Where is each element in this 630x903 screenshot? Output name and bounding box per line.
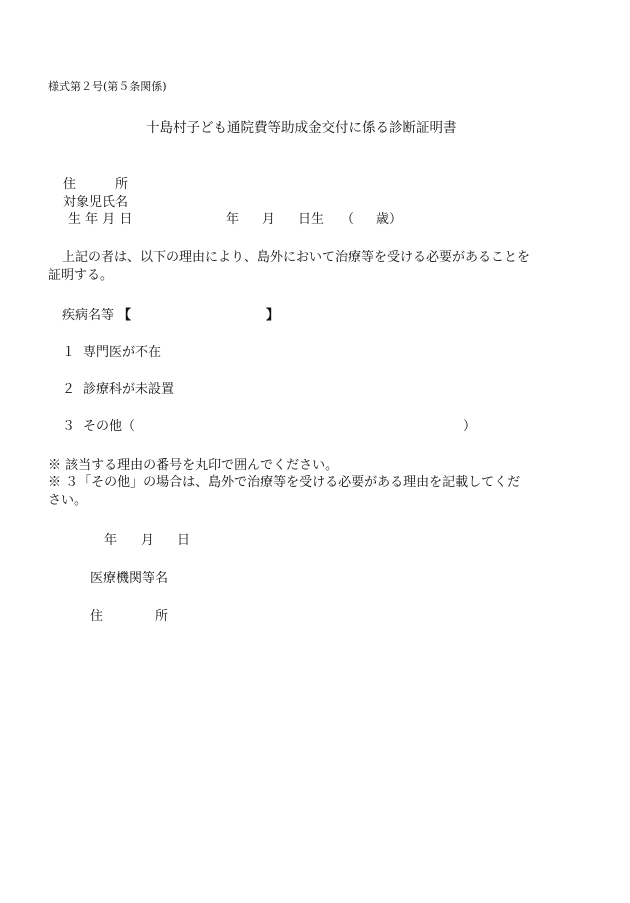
reason-3-text: その他（ <box>83 419 136 434</box>
birthdate-label: 生 年 月 日 <box>68 212 133 227</box>
birth-year-unit: 年 <box>226 212 240 227</box>
child-name-label: 対象児氏名 <box>63 195 129 210</box>
subject-address-label: 住 所 <box>63 177 129 192</box>
birth-day-unit: 日生 <box>298 212 325 227</box>
date-day: 日 <box>177 533 191 548</box>
note-2-line-1: ※ ３「その他」の場合は、島外で治療等を受ける必要がある理由を記載してくだ <box>48 475 521 490</box>
birth-month-unit: 月 <box>262 212 276 227</box>
reason-2-number: ２ <box>62 382 76 397</box>
date-month: 月 <box>141 533 155 548</box>
disease-label: 疾病名等 <box>62 308 115 323</box>
date-year: 年 <box>104 533 118 548</box>
reason-3-number: ３ <box>62 419 76 434</box>
reason-1-text: 専門医が不在 <box>83 345 162 360</box>
document-title: 十島村子ども通院費等助成金交付に係る診断証明書 <box>146 120 457 136</box>
reason-3-close-paren: ） <box>463 419 477 434</box>
statement-line-1: 上記の者は、以下の理由により、島外において治療等を受ける必要があることを <box>62 250 531 265</box>
note-1: ※ 該当する理由の番号を丸印で囲んでください。 <box>48 458 339 473</box>
age-unit: 歳） <box>376 212 403 227</box>
form-number: 様式第２号(第５条関係) <box>48 80 167 93</box>
note-2-line-2: さい。 <box>48 493 88 508</box>
age-open-paren: （ <box>341 212 355 227</box>
reason-1-number: １ <box>62 345 76 360</box>
disease-open-bracket: 【 <box>118 308 132 323</box>
institution-name-label: 医療機関等名 <box>90 571 169 586</box>
institution-address-label: 住 所 <box>90 609 169 624</box>
statement-line-2: 証明する。 <box>48 268 114 283</box>
disease-close-bracket: 】 <box>266 308 280 323</box>
reason-2-text: 診療科が未設置 <box>83 382 175 397</box>
